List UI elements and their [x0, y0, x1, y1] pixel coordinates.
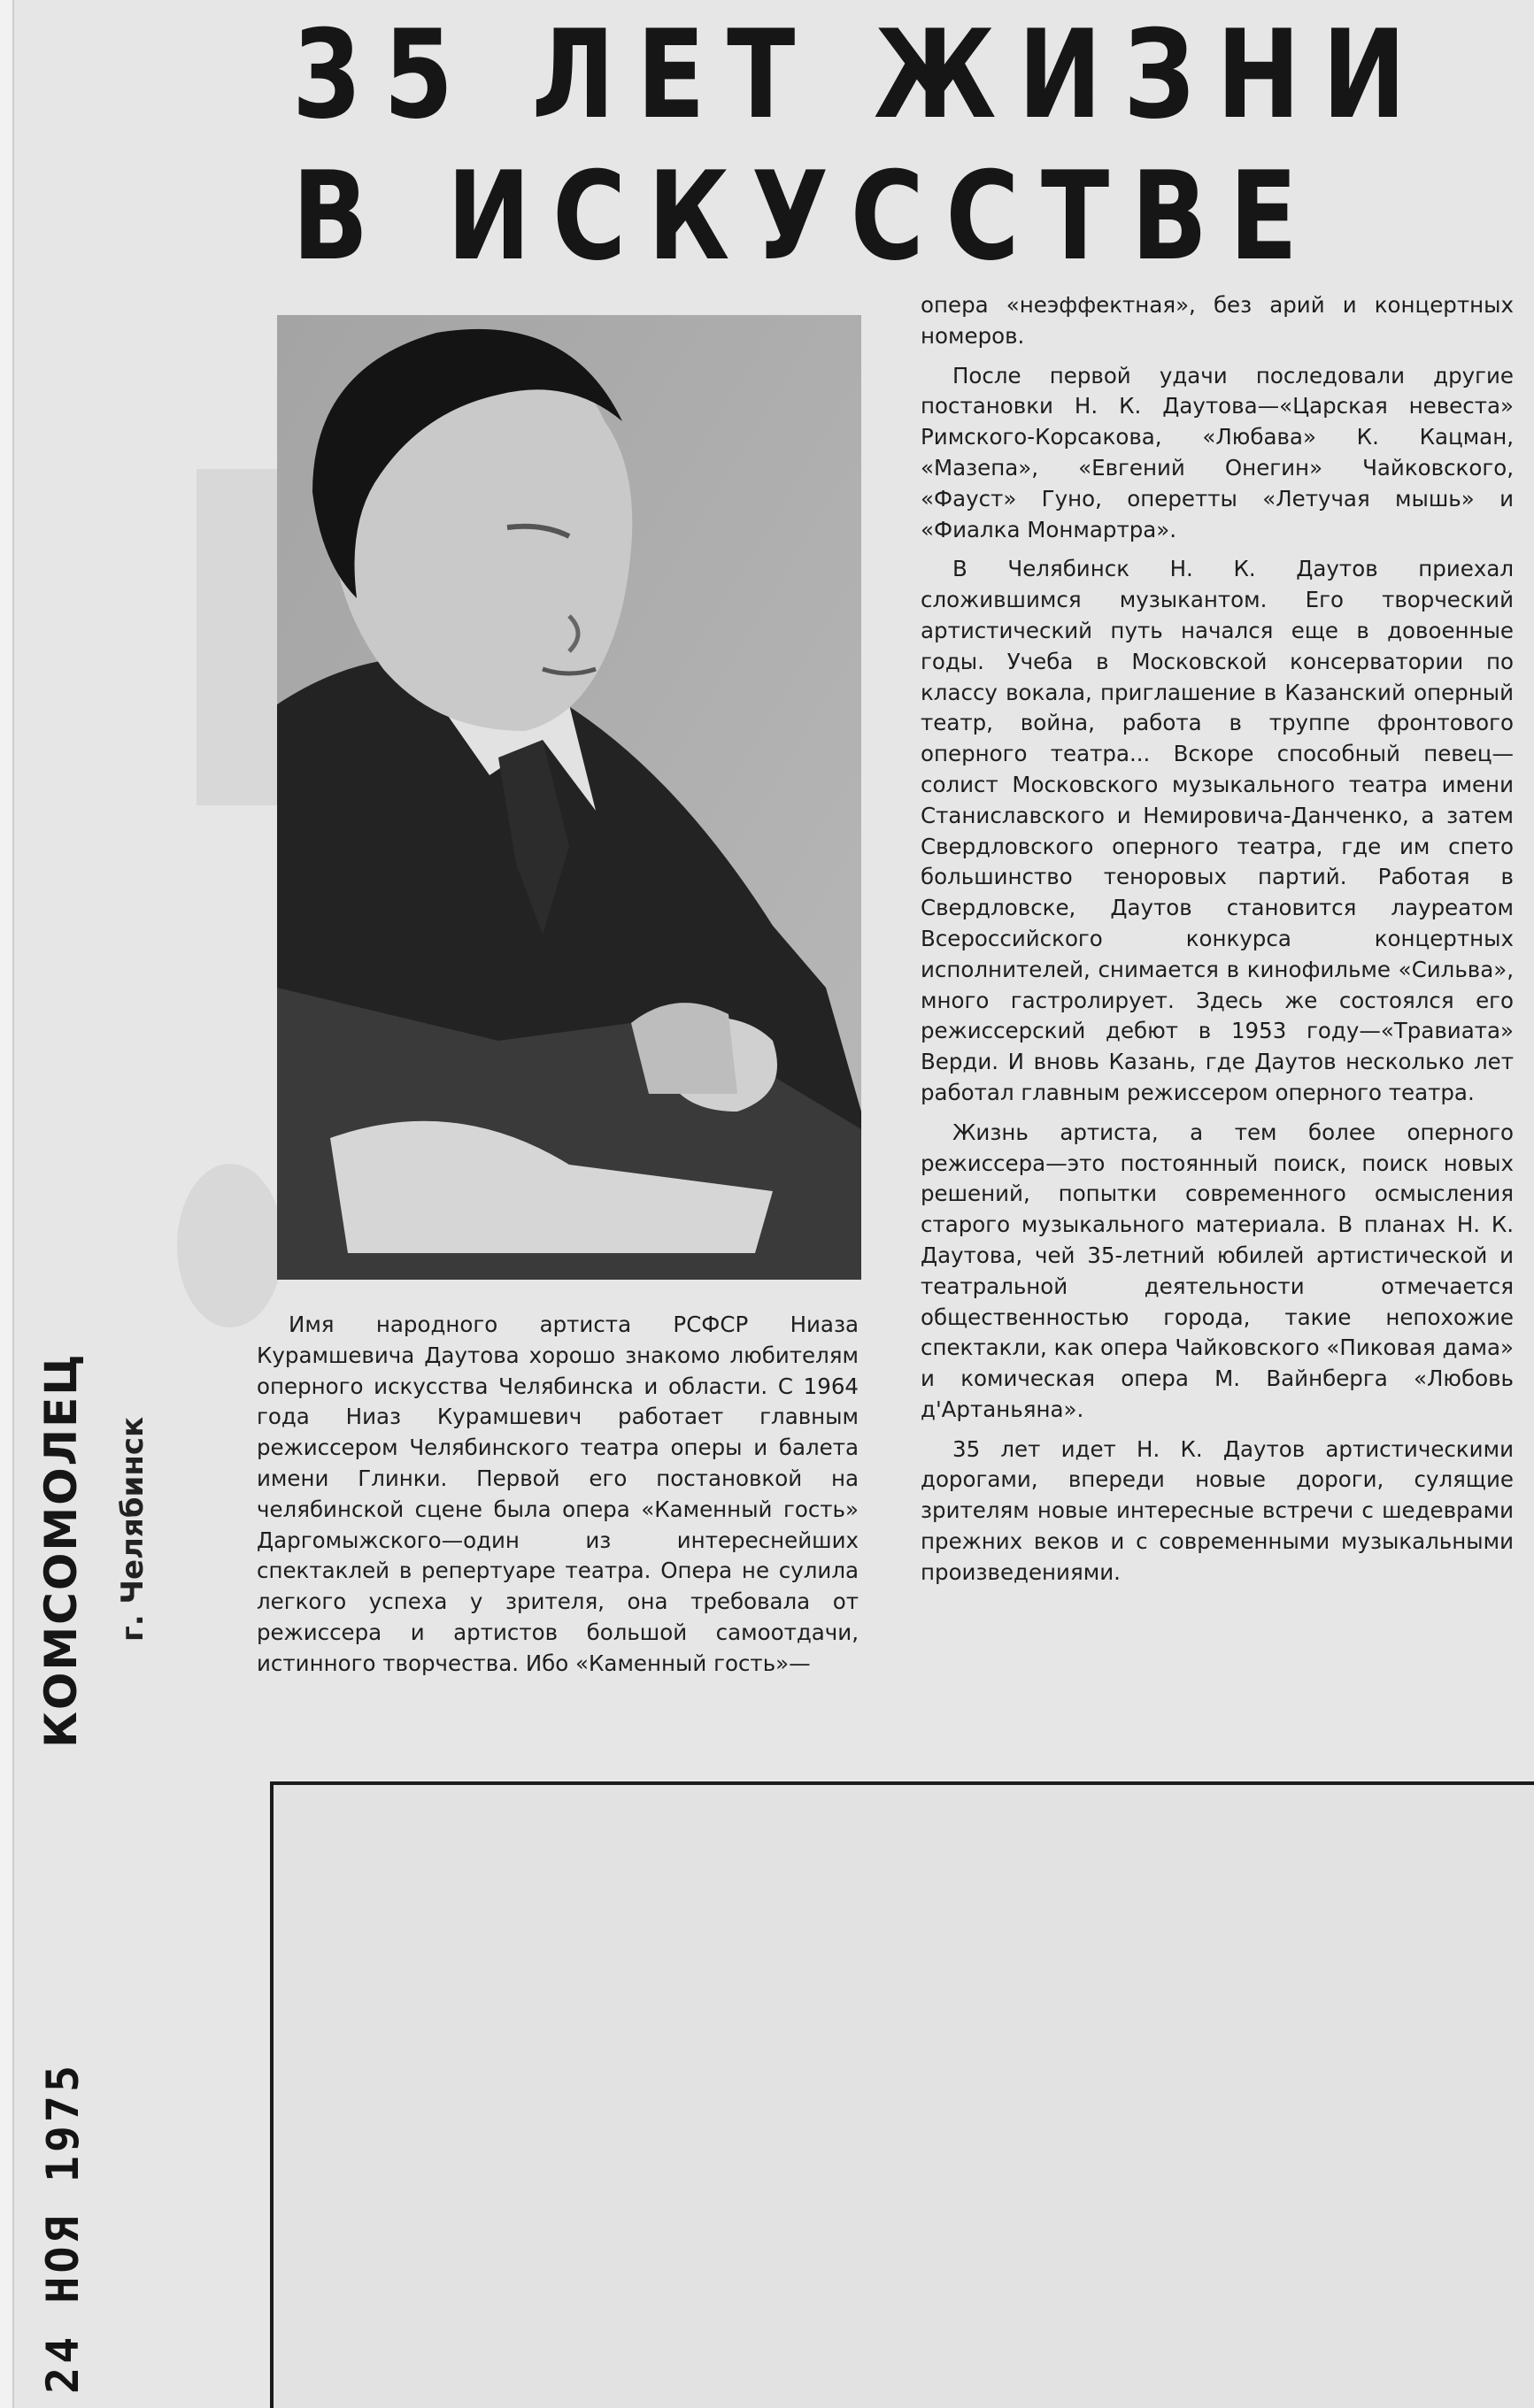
article-paragraph: В Челябинск Н. К. Даутов приехал сложившимся музыкантом. Его творческий артистический путь начался еще в довоенные годы. Учеба в Московской консерватории по классу вокала, приглашение в Казанский оперный театр, война, работа в труппе фронтового оперного театра... Вскоре способный певец—солист Московского музыкального театра имени Станиславского и Немировича-Данченко, а затем Свердловского оперного театра, где им спето большинство теноровых партий. Работая в Свердловске, Даутов становится лауреатом Всероссийского конкурса концертных исполнителей, снимается в кинофильме «Сильва», много гастролирует. Здесь же состоялся его режиссерский дебют в 1953 году—«Травиата» Верди. И вновь Казань, где Даутов несколько лет работал главным режиссером оперного театра.: [921, 556, 1514, 1105]
article-paragraph: Жизнь артиста, а тем более оперного режиссера—это постоянный поиск, поиск новых решений, попытки современного осмысления старого музыкального материала. В планах Н. К. Даутова, чей 35-летний юбилей артистической и театральной деятельности отмечается общественностью города, такие непохожие спектакли, как опера Чайковского «Пиковая дама» и комическая опера М. Вайнберга «Любовь д'Артаньяна».: [921, 1119, 1514, 1422]
frame-rule-left: [270, 1781, 274, 2408]
article-paragraph: Имя народного артиста РСФСР Ниаза Курамшевича Даутова хорошо знакомо любителям оперного искусства Челябинска и области. С 1964 года Ниаз Курамшевич работает главным режиссером Челябинского театра оперы и балета имени Глинки. Первой его постановкой на челябинской сцене была опера «Каменный гость» Даргомыжского—один из интереснейших спектаклей в репертуаре театра. Опера не сулила легкого успеха у зрителя, она требовала от режиссера и артистов большой самоотдачи, истинного творчества. Ибо «Каменный гость»—: [257, 1312, 859, 1676]
portrait-photo-icon: [277, 315, 861, 1280]
bleed-through-mark: [177, 1164, 283, 1327]
article-right-column: [921, 290, 1514, 1589]
empty-frame: [274, 1785, 1534, 2408]
article-paragraph: 35 лет идет Н. К. Даутов артистическими дорогами, впереди новые дороги, сулящие зрителям новые интересные встречи с шедеврами прежних веков и с современными музыкальными произведениями.: [921, 1435, 1514, 1585]
headline-line-1: 35 ЛЕТ ЖИЗНИ: [292, 4, 1428, 146]
stamp-newspaper-name: КОМСОМОЛЕЦ: [35, 1352, 87, 1748]
headline-line-2: В ИСКУССТВЕ: [292, 145, 1320, 288]
frame-rule-top: [270, 1781, 1534, 1785]
stamp-date: 24 НОЯ 1975: [37, 2061, 89, 2394]
article-paragraph: опера «неэффектная», без арий и концертных номеров.: [921, 292, 1514, 349]
bleed-through-mark: [197, 469, 281, 805]
article-paragraph: После первой удачи последовали другие постановки Н. К. Даутова—«Царская невеста» Римского-Корсакова, «Любава» К. Кацман, «Мазепа», «Евгений Онегин» Чайковского, «Фауст» Гуно, оперетты «Летучая мышь» и «Фиалка Монмартра».: [921, 362, 1514, 542]
portrait-photo: [277, 315, 861, 1280]
page-edge: [0, 0, 14, 2408]
article-left-column: [257, 1310, 859, 1680]
stamp-city: г. Челябинск: [115, 1416, 150, 1642]
